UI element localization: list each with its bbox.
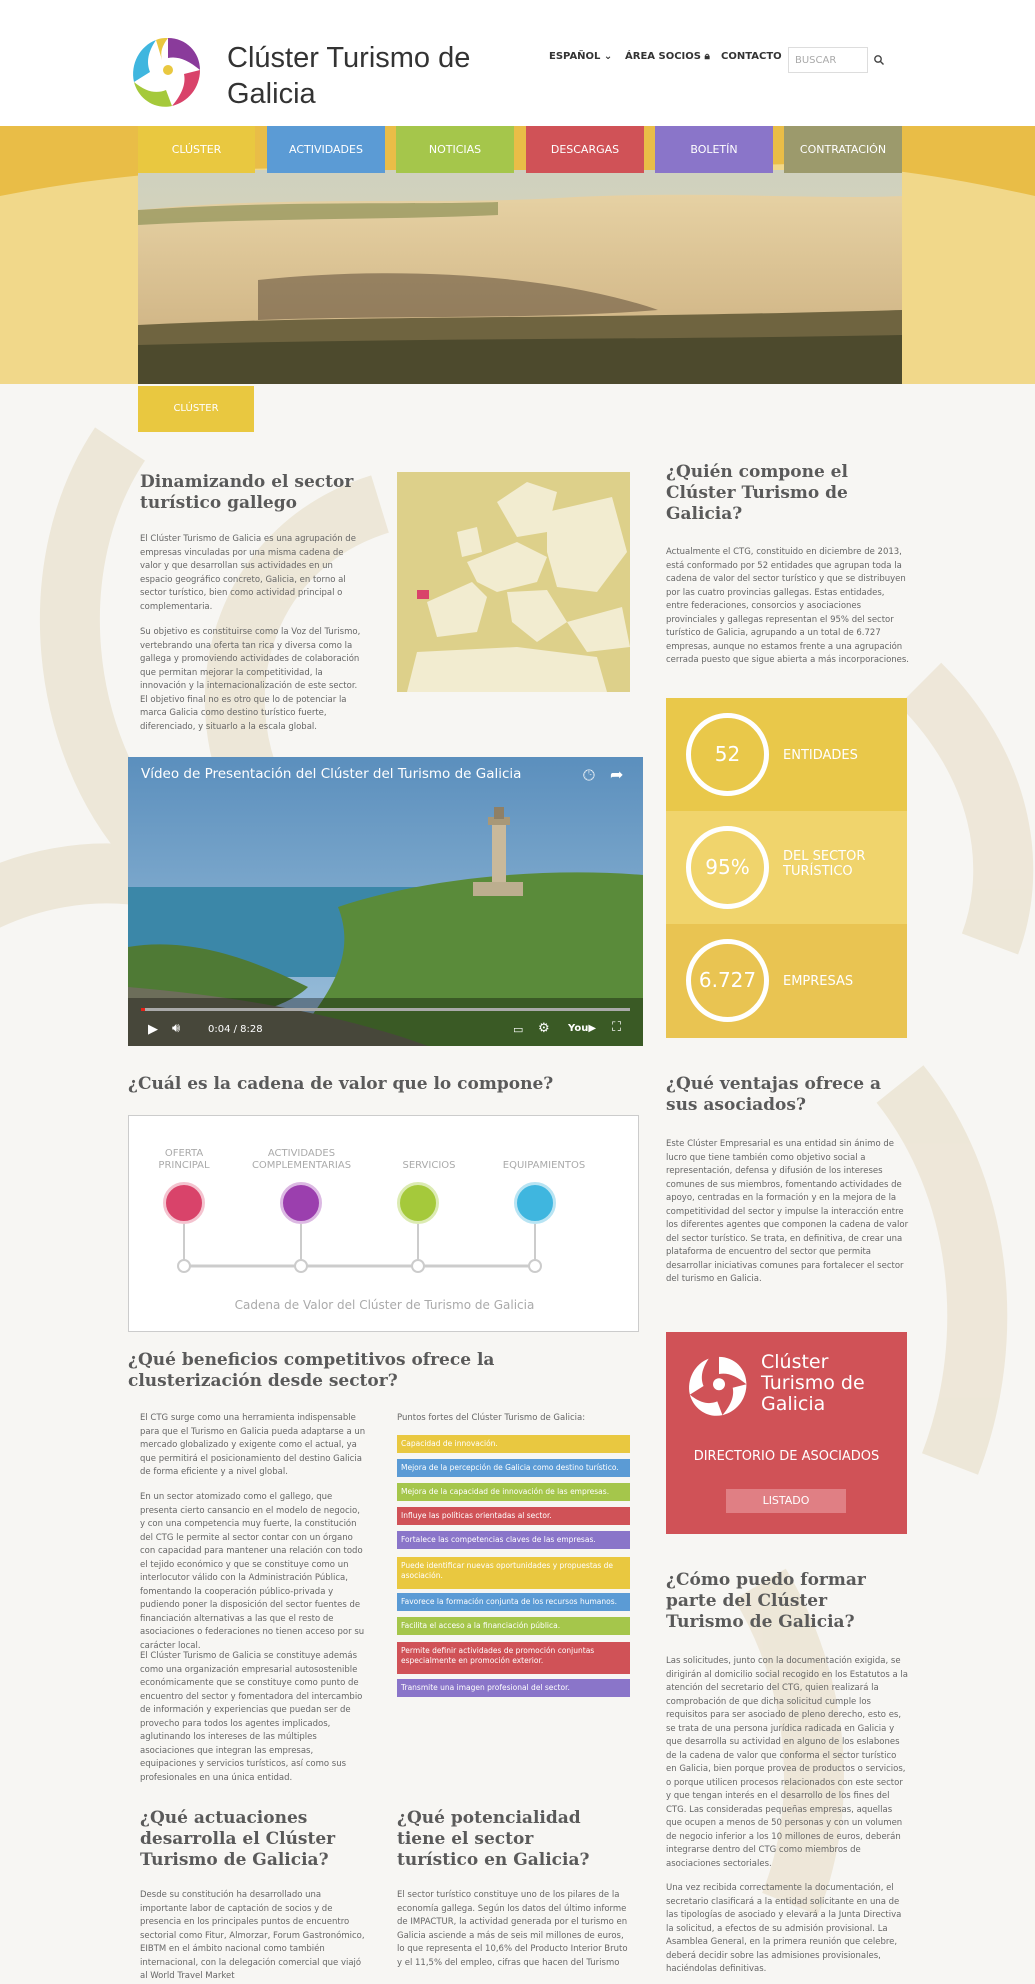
chain-label-servicios: SERVICIOS [402, 1160, 456, 1171]
intro-paragraph-2: Su objetivo es constituirse como la Voz del Turismo, vertebrando una oferta tan rica y diversa como la gallega y promoviendo actividades de colaboración que permitan mejorar la competitividad, la innovación y la internacionalización de este sector. El objetivo final no es otro que lo de potenciar la marca Galicia como destino turístico fuerte, diferenciado, y situarlo a la escala global. [140, 627, 361, 732]
stat-sector [666, 811, 907, 924]
chain-label-oferta: OFERTA PRINCIPAL [158, 1148, 210, 1171]
intro-title: Dinamizando el sector turístico gallego [140, 472, 354, 513]
menu-item-contratacion[interactable]: CONTRATACIÓN [784, 126, 902, 173]
stat-sector-value: 95% [686, 826, 769, 909]
value-chain-diagram [128, 1115, 639, 1332]
volume-icon[interactable]: 🔊︎ [172, 1021, 181, 1036]
members-area-link[interactable] [625, 51, 710, 62]
site-header [0, 0, 1035, 126]
strength-item: Mejora de la percepción de Galicia como destino turístico. [397, 1459, 630, 1477]
settings-gear-icon[interactable]: ⚙ [538, 1021, 550, 1036]
advantages-title: ¿Qué ventajas ofrece a sus asociados? [666, 1074, 881, 1115]
menu-item-cluster[interactable]: CLÚSTER [138, 126, 255, 173]
strength-item: Mejora de la capacidad de innovación de las empresas. [397, 1483, 630, 1501]
directory-title: Clúster Turismo de Galicia [761, 1351, 865, 1415]
menu-item-boletin[interactable]: BOLETÍN [655, 126, 773, 173]
strength-item: Transmite una imagen profesional del sector. [397, 1679, 630, 1697]
europe-map [397, 472, 630, 692]
menu-item-noticias[interactable]: NOTICIAS [396, 126, 514, 173]
stat-companies-value: 6.727 [686, 939, 769, 1022]
stat-entities [666, 698, 907, 811]
join-paragraph-2: Una vez recibida correctamente la documentación, el secretario clasificará a la entidad solicitante en una de las tipologías de asociado y elevará a la Junta Directiva la solicitud, a efectos de su admisión provisional. La Asamblea General, en la primera reunión que celebre, deberá decidir sobre las admisiones provisionales, haciéndolas definitivas. [666, 1883, 902, 1974]
strengths-title: Puntos fortes del Clúster Turismo de Galicia: [397, 1413, 586, 1423]
directory-subtitle: DIRECTORIO DE ASOCIADOS [693, 1449, 880, 1464]
strength-item: Puede identificar nuevas oportunidades y propuestas de asociación. [397, 1557, 630, 1589]
benefits-paragraph-2: En un sector atomizado como el gallego, que presenta cierto cansancio en el modelo de negocio, y con una competencia muy fuerte, la constitución del CTG le permite al sector contar con un órgano con capacidad para mantener una relación con todo el tejido económico y que se constituye como un interlocutor válido con la Administración Pública, fomentando la cooperación público-privada y pudiendo poner la disposición del sector fuentes de financiación alternativas a las que el resto de asociaciones o federaciones no tienen acceso por su carácter local. [140, 1492, 365, 1651]
potential-title: ¿Qué potencialidad tiene el sector turístico en Galicia? [397, 1808, 590, 1870]
captions-icon[interactable]: ▭ [513, 1023, 524, 1036]
directory-list-button[interactable]: LISTADO [726, 1489, 846, 1513]
menu-item-actividades[interactable]: ACTIVIDADES [267, 126, 385, 173]
benefits-paragraph-3: El Clúster Turismo de Galicia se constituye además como una organización empresarial autosostenible económicamente que se constituye como punto de encuentro del sector y fomentadora del intercambio de información y experiencias que puedan ser de provecho para todos los agentes implicados, aglutinando los intereses de las múltiples asociaciones que integran las empresas, equipaciones y servicios turísticos, así como sus profesionales en una única entidad. [140, 1651, 363, 1783]
share-icon[interactable]: ➦ [610, 765, 624, 784]
watch-later-icon[interactable]: 🕒︎ [583, 766, 595, 784]
strength-item: Capacidad de innovación. [397, 1435, 630, 1453]
play-icon[interactable]: ▶ [148, 1022, 158, 1037]
strength-item: Influye las políticas orientadas al sector. [397, 1507, 630, 1525]
stat-companies-label: EMPRESAS [783, 974, 854, 989]
chain-label-equipamientos: EQUIPAMIENTOS [502, 1160, 586, 1171]
who-title: ¿Quién compone el Clúster Turismo de Galicia? [666, 462, 848, 524]
strength-item: Permite definir actividades de promoción conjuntas especialmente en promoción exterior. [397, 1642, 630, 1674]
actions-paragraph: Desde su constitución ha desarrollado una importante labor de captación de socios y de presencia en los principales puntos de encuentro sectorial como Fitur, Almorzar, Forum Gastronómico, EIBTM en el ámbito nacional como también internacional, con la delegación comercial que viajó al World Travel Market [140, 1890, 365, 1981]
directory-banner[interactable] [666, 1332, 907, 1534]
chain-label-actividades: ACTIVIDADES COMPLEMENTARIAS [251, 1148, 352, 1171]
breadcrumb[interactable]: CLÚSTER [138, 386, 254, 432]
who-paragraph: Actualmente el CTG, constituido en diciembre de 2013, está conformado por 52 entidades que agrupan toda la cadena de valor del sector turístico y que se distribuyen por las cuatro provincias gallegas. Estas entidades, entre federaciones, consorcios y asociaciones provinciales y gallegas representan el 95% del sector turístico de Galicia, agrupando a un total de 6.727 empresas, aunque no estamos frente a una agrupación cerrada puesto que sigue abierta a más incorporaciones. [666, 547, 910, 665]
strength-item: Fortalece las competencias claves de las empresas. [397, 1531, 630, 1549]
youtube-logo-icon[interactable]: You▶ [568, 1023, 597, 1034]
search-icon[interactable] [873, 54, 885, 66]
benefits-title: ¿Qué beneficios competitivos ofrece la clusterización desde sector? [128, 1350, 495, 1391]
stat-entities-label: ENTIDADES [783, 748, 858, 763]
advantages-paragraph: Este Clúster Empresarial es una entidad sin ánimo de lucro que tiene también como objetivo social a representación, defensa y difusión de los intereses comunes de sus miembros, fomentando actividades de apoyo, centradas en la formación y en la mejora de la competitividad del sector y impulse la interacción entre los diferentes agentes que componen la cadena de valor del sector turístico. Se trata, en definitiva, de crear una plataforma de encuentro del sector que permita desarrollar iniciativas comunes para fortalecer el sector del turismo en Galicia. [666, 1139, 909, 1284]
actions-title: ¿Qué actuaciones desarrolla el Clúster Turismo de Galicia? [140, 1808, 336, 1870]
stat-entities-value: 52 [686, 713, 769, 796]
search-input[interactable]: BUSCAR [788, 47, 868, 73]
members-area-label: ÁREA SOCIOS [625, 51, 701, 62]
hero-dunes-image [138, 170, 902, 384]
language-selector[interactable] [549, 51, 612, 62]
cluster-logo-white-icon [684, 1350, 754, 1422]
site-title[interactable]: Clúster Turismo de Galicia [227, 42, 471, 110]
chevron-down-icon: ⌄ [603, 51, 613, 62]
strength-item: Facilita el acceso a la financiación pública. [397, 1617, 630, 1635]
stats-panel [666, 698, 907, 1038]
chain-title: ¿Cuál es la cadena de valor que lo compone? [128, 1074, 554, 1094]
video-title[interactable]: Vídeo de Presentación del Clúster del Turismo de Galicia [141, 766, 522, 782]
strength-item: Favorece la formación conjunta de los recursos humanos. [397, 1593, 630, 1611]
contact-link[interactable]: CONTACTO [721, 51, 782, 62]
fullscreen-icon[interactable]: ⛶ [612, 1020, 622, 1035]
video-time: 0:04 / 8:28 [208, 1024, 263, 1035]
lock-icon: 🔒︎ [704, 51, 710, 62]
presentation-video[interactable] [128, 757, 643, 1046]
language-label: ESPAÑOL [549, 51, 601, 62]
menu-item-descargas[interactable]: DESCARGAS [526, 126, 644, 173]
join-title: ¿Cómo puedo formar parte del Clúster Turismo de Galicia? [666, 1570, 866, 1632]
cluster-logo-icon[interactable] [128, 30, 208, 114]
stat-sector-label: DEL SECTOR TURÍSTICO [783, 849, 866, 879]
chain-caption: Cadena de Valor del Clúster de Turismo de Galicia [234, 1298, 535, 1312]
benefits-paragraph-1: El CTG surge como una herramienta indispensable para que el Turismo en Galicia pueda adaptarse a un mercado globalizado y exigente como el actual, ya que permitirá el posicionamiento del destino Galicia de forma eficiente y a nivel global. [140, 1413, 366, 1477]
intro-paragraph-1: El Clúster Turismo de Galicia es una agrupación de empresas vinculadas por una misma cadena de valor y que desarrollan sus actividades en un espacio geográfico concreto, Galicia, en torno al sector turístico, bien como actividad principal o complementaria. [140, 534, 356, 612]
stat-companies [666, 924, 907, 1038]
join-paragraph-1: Las solicitudes, junto con la documentación exigida, se dirigirán al domicilio social recogido en los Estatutos a la atención del secretario del CTG, quien realizará la comprobación de que dicha solicitud cumple los requisitos para ser asociado de pleno derecho, esto es, se trata de una persona jurídica radicada en Galicia y que desarrolla su actividad en alguno de los eslabones de la cadena de valor que conforma el sector turístico en Galicia, bien porque provea de productos o servicios, o porque utilicen procesos relacionados con este sector y que tengan interés en el desarrollo de los fines del CTG. Las consideradas pequeñas empresas, aquellas que ocupen a menos de 50 personas y con un volumen de negocio inferior a los 10 millones de euros, deberán integrarse dentro del CTG como miembros de asociaciones sectoriales. [666, 1656, 908, 1869]
potential-paragraph: El sector turístico constituye uno de los pilares de la economía gallega. Según los datos del último informe de IMPACTUR, la actividad generada por el turismo en Galicia asciende a más de seis mil millones de euros, lo que representa el 10,6% del Producto Interior Bruto y el 11,5% del empleo, cifras que hacen del Turismo [397, 1890, 628, 1968]
